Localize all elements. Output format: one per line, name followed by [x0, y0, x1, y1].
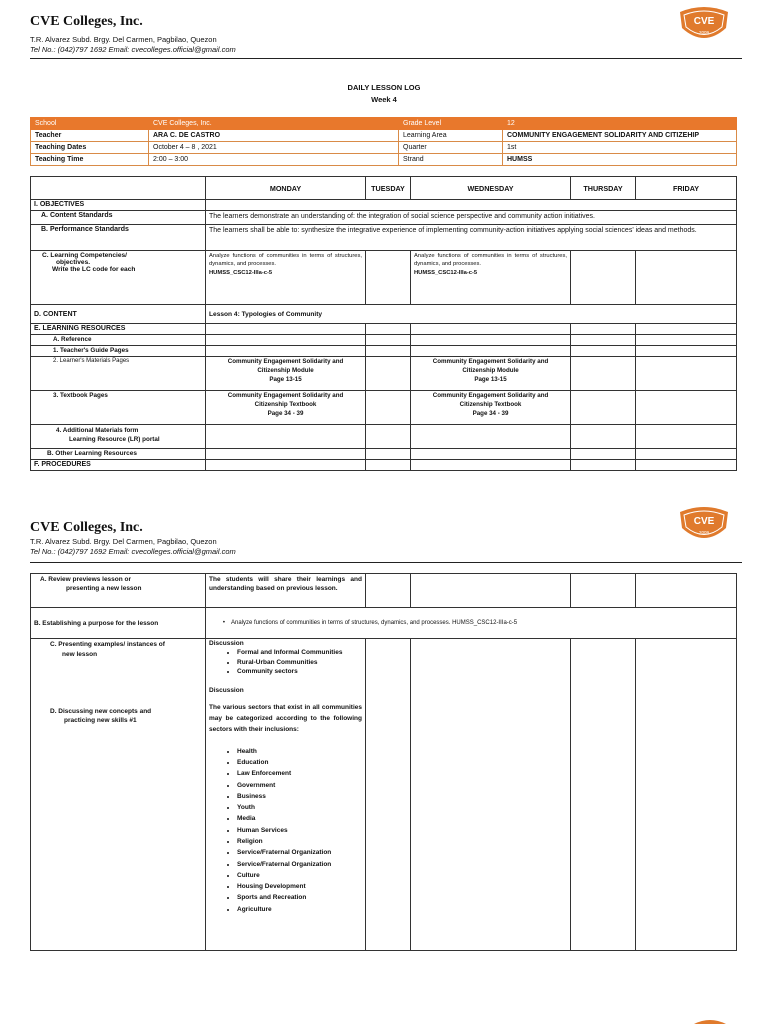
other-resources-label: B. Other Learning Resources: [31, 449, 206, 460]
textbook-wednesday: [411, 391, 571, 425]
info-value: 2:00 – 3:00: [149, 154, 399, 166]
sector-item: • Agriculture: [237, 904, 362, 915]
learners-materials-wednesday: [411, 357, 571, 391]
info-value: HUMSS: [503, 154, 737, 166]
competencies-label: [31, 251, 206, 305]
info-label: Teaching Dates: [31, 142, 149, 154]
purpose-text: Analyze functions of communities in terms of structures, dynamics, and processes. HUMSS_CSC12-IIIa-c-5: [231, 620, 518, 626]
lesson-table-1: [30, 176, 737, 471]
info-table: [30, 117, 737, 166]
table-row: [31, 335, 737, 346]
lm-line-2: Citizenship Module: [462, 366, 519, 374]
info-value: CVE Colleges, Inc.: [149, 118, 399, 130]
competency-text: Analyze functions of communities in terms of structures, dynamics, and processes.: [414, 253, 567, 268]
lm-line-1: Community Engagement Solidarity and: [227, 358, 344, 365]
textbook-monday: [206, 391, 366, 425]
purpose-text-cell: [206, 608, 737, 639]
sector-item: • Media: [237, 813, 362, 824]
tb-line-3: Page 34 - 39: [267, 409, 304, 417]
info-row: [31, 118, 737, 130]
lm-line-2: Citizenship Module: [257, 366, 314, 374]
performance-standards-label: B. Performance Standards: [31, 225, 206, 251]
sector-item: • Law Enforcement: [237, 768, 362, 779]
content-standards-label: A. Content Standards: [31, 211, 206, 225]
info-label: Grade Level: [399, 118, 503, 130]
competency-code: HUMSS_CSC12-IIIa-c-5: [209, 269, 273, 276]
table-row: [31, 305, 737, 324]
doc-week: Week 4: [371, 95, 397, 104]
company-name: CVE Colleges, Inc.: [30, 520, 143, 535]
table-row: [31, 391, 737, 425]
info-value: 1st: [503, 142, 737, 154]
table-row: [31, 574, 737, 608]
topic-item: • Community sectors: [237, 667, 362, 677]
table-row: [31, 211, 737, 225]
presenting-label-2: new lesson: [62, 650, 98, 658]
purpose-label: B. Establishing a purpose for the lesson: [31, 608, 206, 639]
teachers-guide-label: 1. Teacher's Guide Pages: [31, 346, 206, 357]
discussion-heading: Discussion: [209, 686, 244, 694]
logo-year: 2009: [698, 30, 710, 35]
topic-list: [209, 648, 362, 677]
table-row: [31, 425, 737, 449]
table-row: [31, 449, 737, 460]
presenting-label-1: C. Presenting examples/ instances of: [50, 641, 165, 648]
additional-line-1: 4. Additional Materials form: [56, 427, 139, 434]
tb-line-2: Citizenship Textbook: [459, 400, 522, 408]
procedure-labels: [31, 639, 206, 951]
sectors-intro: The various sectors that exist in all communities may be categorized according to the following sectors with their inclusions:: [209, 703, 362, 734]
day-tuesday: TUESDAY: [366, 177, 411, 200]
competencies-label-1: C. Learning Competencies/: [42, 252, 128, 259]
topic-item: • Rural-Urban Communities: [237, 658, 362, 668]
sector-item: • Service/Fraternal Organization: [237, 859, 362, 870]
sector-item: • Business: [237, 791, 362, 802]
objectives-label: I. OBJECTIVES: [31, 200, 206, 211]
table-row: [31, 346, 737, 357]
lm-line-3: Page 13-15: [269, 375, 302, 383]
logo-text: CVE: [693, 16, 715, 27]
company-contact: Tel No.: (042)797 1692 Email: cvecolleges.official@gmail.com: [30, 45, 236, 54]
info-label: Strand: [399, 154, 503, 166]
learners-materials-monday: [206, 357, 366, 391]
day-thursday: THURSDAY: [571, 177, 636, 200]
tb-line-1: Community Engagement Solidarity and: [432, 392, 549, 399]
info-value: COMMUNITY ENGAGEMENT SOLIDARITY AND CITIZEHIP: [503, 130, 737, 142]
table-row: [31, 251, 737, 305]
school-logo: [676, 504, 732, 544]
competencies-label-2: objectives.: [56, 259, 91, 266]
sectors-list: [209, 746, 362, 915]
sector-item: • Youth: [237, 802, 362, 813]
table-row: [31, 608, 737, 639]
info-row: [31, 130, 737, 142]
learners-materials-label: 2. Learner's Materials Pages: [31, 357, 206, 391]
table-row: [31, 324, 737, 335]
lm-line-1: Community Engagement Solidarity and: [432, 358, 549, 365]
day-wednesday: WEDNESDAY: [411, 177, 571, 200]
review-label: [31, 574, 206, 608]
info-label: Learning Area: [399, 130, 503, 142]
day-header-row: [31, 177, 737, 200]
tb-line-1: Community Engagement Solidarity and: [227, 392, 344, 399]
discussing-label-2: practicing new skills #1: [64, 717, 137, 725]
sector-item: • Housing Development: [237, 881, 362, 892]
day-friday: FRIDAY: [636, 177, 737, 200]
day-monday: MONDAY: [206, 177, 366, 200]
table-row: [31, 460, 737, 471]
bullet-icon: •: [222, 620, 225, 626]
info-value: October 4 – 8 , 2021: [149, 142, 399, 154]
tb-line-2: Citizenship Textbook: [254, 400, 317, 408]
logo-year: 2009: [698, 530, 710, 535]
info-value: ARA C. DE CASTRO: [149, 130, 399, 142]
sector-item: • Religion: [237, 836, 362, 847]
lesson-table-2: [30, 573, 737, 951]
content-label: D. CONTENT: [31, 305, 206, 324]
info-row: [31, 142, 737, 154]
company-address: T.R. Alvarez Subd. Brgy. Del Carmen, Pagbilao, Quezon: [30, 35, 217, 44]
resources-label: E. LEARNING RESOURCES: [31, 324, 206, 335]
performance-standards-text: The learners shall be able to: synthesize the integrative experience of implementing community-action initiatives applying social sciences' ideas and methods.: [206, 225, 737, 251]
discussion-monday: [206, 639, 366, 951]
header-rule: [30, 58, 742, 59]
table-row: [31, 639, 737, 951]
header-rule: [30, 562, 742, 563]
sector-item: • Service/Fraternal Organization: [237, 847, 362, 858]
info-label: Quarter: [399, 142, 503, 154]
additional-line-2: Learning Resource (LR) portal: [69, 436, 160, 444]
review-text: The students will share their learnings and understanding based on previous lesson.: [206, 574, 366, 608]
company-name: CVE Colleges, Inc.: [30, 14, 143, 29]
content-text: Lesson 4: Typologies of Community: [206, 305, 737, 324]
logo-text: CVE: [693, 516, 715, 527]
content-standards-text: The learners demonstrate an understanding of: the integration of social science perspective and community action initiatives.: [206, 211, 737, 225]
competency-monday: [206, 251, 366, 305]
competencies-label-3: Write the LC code for each: [52, 266, 136, 273]
competency-wednesday: [411, 251, 571, 305]
review-label-2: presenting a new lesson: [66, 585, 142, 593]
corner-cell: [31, 177, 206, 200]
sector-item: • Education: [237, 757, 362, 768]
page-2: [0, 500, 768, 1024]
next-page-logo-fragment: [690, 1016, 730, 1024]
table-row: [31, 357, 737, 391]
sector-item: • Health: [237, 746, 362, 757]
info-label: Teaching Time: [31, 154, 149, 166]
table-row: [31, 200, 737, 211]
doc-title: DAILY LESSON LOG: [347, 83, 421, 92]
sector-item: • Human Services: [237, 825, 362, 836]
table-row: [31, 225, 737, 251]
review-label-1: A. Review previews lesson or: [40, 576, 132, 583]
tb-line-3: Page 34 - 39: [472, 409, 509, 417]
topic-item: • Formal and Informal Communities: [237, 648, 362, 658]
sector-item: • Sports and Recreation: [237, 892, 362, 903]
page-1: [0, 0, 768, 500]
lm-line-3: Page 13-15: [474, 375, 507, 383]
reference-label: A. Reference: [31, 335, 206, 346]
info-value: 12: [503, 118, 737, 130]
info-label: School: [31, 118, 149, 130]
discussing-label-1: D. Discussing new concepts and: [50, 707, 152, 715]
info-row: [31, 154, 737, 166]
competency-text: Analyze functions of communities in terms of structures, dynamics, and processes.: [209, 253, 362, 268]
procedures-label: F. PROCEDURES: [31, 460, 206, 471]
info-label: Teacher: [31, 130, 149, 142]
textbook-label: 3. Textbook Pages: [31, 391, 206, 425]
company-address: T.R. Alvarez Subd. Brgy. Del Carmen, Pagbilao, Quezon: [30, 537, 217, 546]
discussion-heading: Discussion: [209, 640, 244, 647]
school-logo: [676, 4, 732, 44]
sector-item: • Culture: [237, 870, 362, 881]
competency-code: HUMSS_CSC12-IIIa-c-5: [414, 269, 478, 276]
company-contact: Tel No.: (042)797 1692 Email: cvecolleges.official@gmail.com: [30, 547, 236, 556]
additional-materials-label: [31, 425, 206, 449]
sector-item: • Government: [237, 780, 362, 791]
